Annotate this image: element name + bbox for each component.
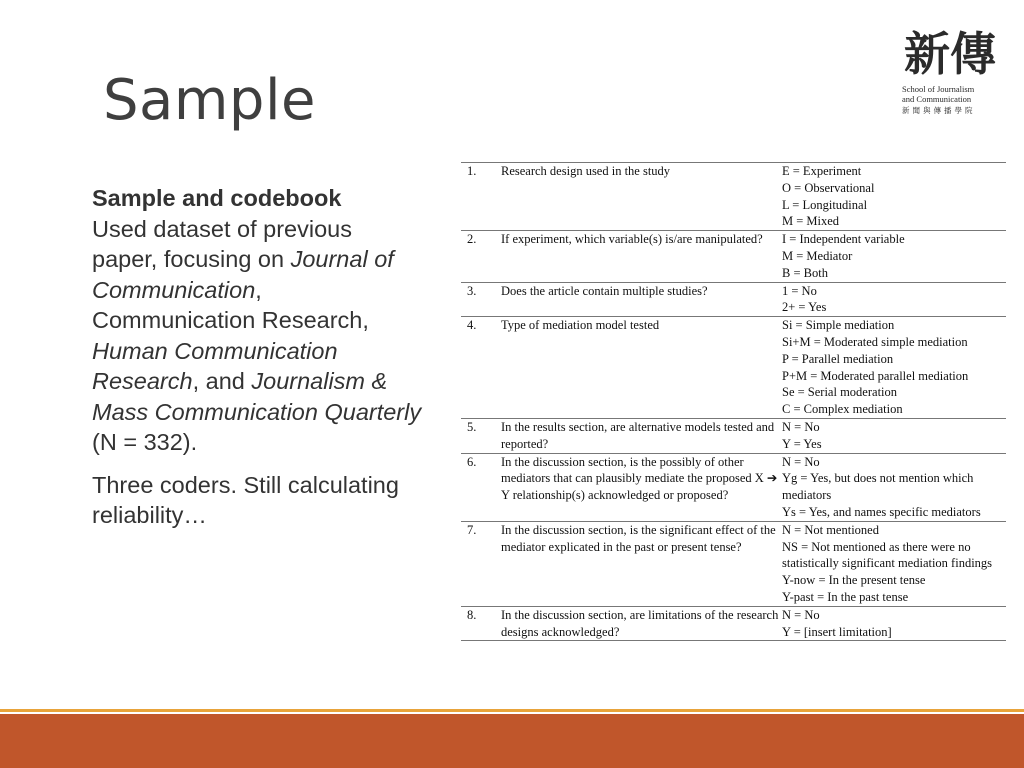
school-logo [898, 24, 1002, 116]
row-question: In the discussion section, are limitations of the research designs acknowledged? [501, 607, 779, 639]
row-question: In the discussion section, is the significant effect of the mediator explicated in the past or present tense? [501, 522, 776, 554]
slide-title: Sample [103, 68, 316, 133]
code-option: Y = [insert limitation] [782, 624, 892, 639]
code-option: Y = Yes [782, 436, 822, 451]
code-option: I = Independent variable [782, 232, 905, 247]
text-segment: , Communication Research, [92, 276, 369, 333]
row-number: 7. [467, 522, 477, 537]
left-text-body [92, 183, 422, 543]
code-option: Y-past = In the past tense [782, 589, 909, 604]
logo-english-line1: School of Journalism [902, 84, 975, 94]
row-codes [782, 231, 1006, 282]
table-row [461, 163, 1006, 231]
row-number: 2. [467, 232, 477, 247]
code-option: N = No [782, 454, 820, 469]
text-segment: (N = 332). [92, 429, 198, 455]
journal-name: Journal of Communication [92, 246, 394, 303]
row-codes [782, 453, 1006, 521]
row-codes [782, 282, 1006, 317]
row-question: Does the article contain multiple studies? [501, 283, 708, 298]
code-option: L = Longitudinal [782, 197, 868, 212]
row-codes [782, 418, 1006, 453]
code-option: NS = Not mentioned as there were no statistically significant mediation findings [782, 539, 993, 571]
row-codes [782, 606, 1006, 641]
code-option: Y-now = In the present tense [782, 573, 926, 588]
code-option: O = Observational [782, 180, 875, 195]
code-option: M = Mediator [782, 248, 853, 263]
journal-name: Human Communication Research [92, 337, 338, 394]
footer-bar [0, 714, 1024, 768]
row-number: 4. [467, 318, 477, 333]
text-segment: , and [192, 368, 252, 394]
row-number: 3. [467, 283, 477, 298]
row-number: 8. [467, 607, 477, 622]
sample-paragraph [92, 183, 422, 458]
code-option: N = No [782, 419, 820, 434]
code-option: C = Complex mediation [782, 402, 903, 417]
row-number: 5. [467, 419, 477, 434]
row-question: Research design used in the study [501, 164, 671, 178]
code-option: Ys = Yes, and names specific mediators [782, 504, 981, 519]
logo-english-line2: and Communication [902, 94, 972, 104]
code-option: 2+ = Yes [782, 300, 827, 315]
row-codes [782, 521, 1006, 606]
code-option: M = Mixed [782, 214, 840, 229]
code-option: 1 = No [782, 283, 817, 298]
row-codes [782, 317, 1006, 419]
footer-accent-line [0, 709, 1024, 712]
table-row [461, 231, 1006, 282]
logo-chinese-line: 新聞與傳播學院 [902, 106, 976, 115]
coders-paragraph: Three coders. Still calculating reliability… [92, 471, 399, 528]
row-question: If experiment, which variable(s) is/are manipulated? [501, 232, 763, 247]
code-option: P+M = Moderated parallel mediation [782, 368, 969, 383]
text-segment: Used dataset of previous paper, focusing on [92, 215, 352, 272]
code-option: Si = Simple mediation [782, 318, 895, 333]
row-question: Type of mediation model tested [501, 318, 660, 333]
code-option: Si+M = Moderated simple mediation [782, 334, 968, 349]
journal-name: Journalism & Mass Communication Quarterly [92, 368, 422, 425]
table-row [461, 418, 1006, 453]
code-option: P = Parallel mediation [782, 351, 894, 366]
table-row [461, 453, 1006, 521]
table-row [461, 317, 1006, 419]
row-number: 1. [467, 164, 477, 178]
code-option: N = Not mentioned [782, 522, 879, 537]
sample-heading: Sample and codebook [92, 185, 342, 211]
row-codes [782, 163, 1006, 231]
logo-characters: 新傳 [904, 27, 996, 81]
code-option: Se = Serial moderation [782, 385, 898, 400]
table-row [461, 282, 1006, 317]
codebook-table [461, 162, 1006, 641]
row-number: 6. [467, 454, 477, 469]
row-question: In the discussion section, is the possibly of other mediators that can plausibly mediate the proposed X ➔ Y relationship(s) acknowledged or proposed? [501, 454, 778, 503]
code-option: N = No [782, 607, 820, 622]
row-question: In the results section, are alternative models tested and reported? [501, 419, 775, 451]
code-option: E = Experiment [782, 164, 862, 178]
table-row [461, 606, 1006, 641]
table-row [461, 521, 1006, 606]
code-option: B = Both [782, 265, 828, 280]
code-option: Yg = Yes, but does not mention which mediators [782, 471, 974, 503]
